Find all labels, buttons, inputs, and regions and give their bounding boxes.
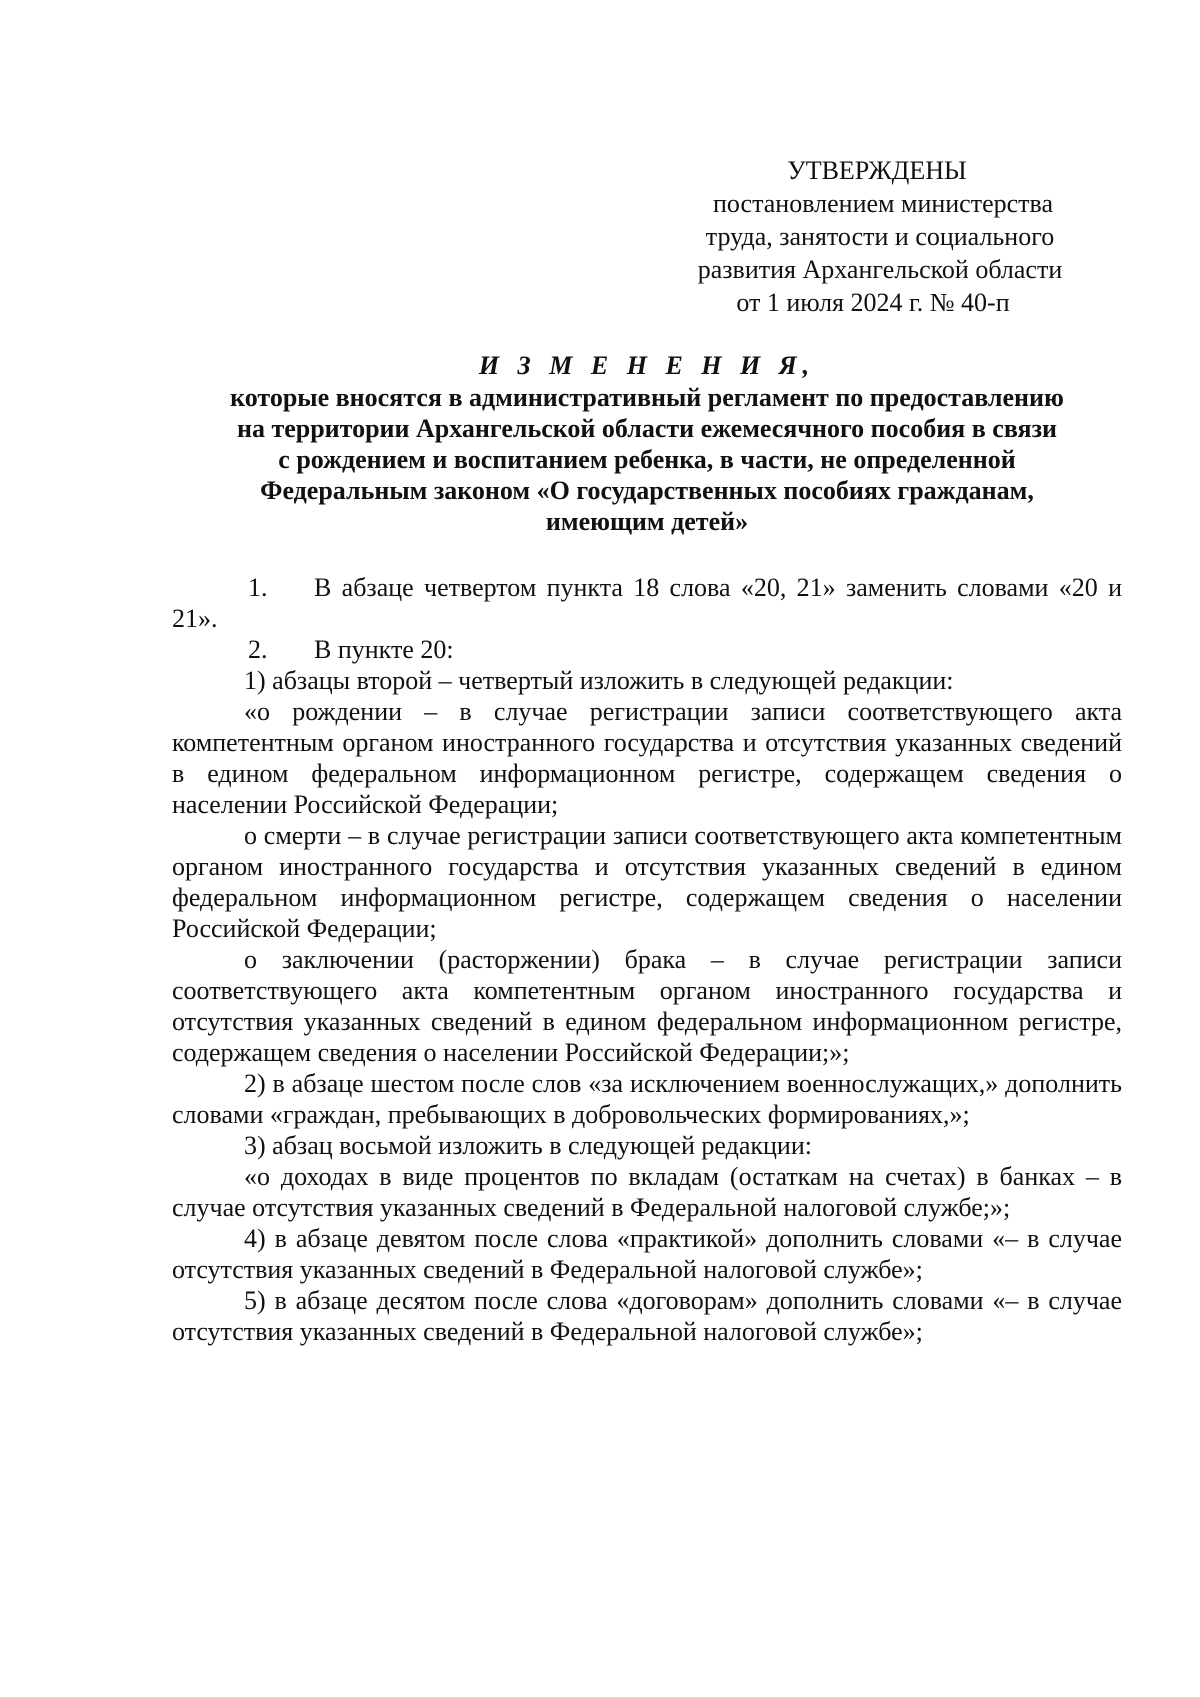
list-item-1: [172, 572, 1122, 634]
subitem-2: 2) в абзаце шестом после слов «за исключением военнослужащих,» дополнить словами «граждан, пребывающих в добровольческих формированиях,»;: [172, 1069, 1122, 1129]
title-line: которые вносятся в административный регламент по предоставлению: [230, 383, 1064, 412]
item-text: В абзаце четвертом пункта 18 слова «20, 21» заменить словами «20 и 21».: [172, 573, 1122, 633]
quote-income: «о доходах в виде процентов по вкладам (остаткам на счетах) в банках – в случае отсутствия указанных сведений в Федеральной налоговой службе;»;: [172, 1162, 1122, 1222]
title-line: с рождением и воспитанием ребенка, в части, не определенной: [278, 445, 1016, 474]
title-line: имеющим детей»: [545, 507, 749, 536]
subitem-5: 5) в абзаце десятом после слова «договорам» дополнить словами «– в случае отсутствия указанных сведений в Федеральной налоговой службе»;: [172, 1286, 1122, 1346]
approval-line: труда, занятости и социального: [705, 222, 1055, 251]
approval-line: УТВЕРЖДЕНЫ: [787, 156, 967, 185]
quote-birth: «о рождении – в случае регистрации записи соответствующего акта компетентным органом иностранного государства и отсутствия указанных сведений в едином федеральном информационном регистре, содержащем сведения о населении Российской Федерации;: [172, 697, 1122, 819]
list-item-2: [172, 634, 1122, 665]
item-text: В пункте 20:: [314, 635, 454, 664]
quote-death: о смерти – в случае регистрации записи соответствующего акта компетентным органом иностранного государства и отсутствия указанных сведений в едином федеральном информационном регистре, содержащем сведения о населении Российской Федерации;: [172, 821, 1122, 943]
title-line: Федеральным законом «О государственных пособиях гражданам,: [260, 476, 1034, 505]
document-title: [172, 350, 1122, 537]
subitem-3: 3) абзац восьмой изложить в следующей редакции:: [244, 1131, 812, 1160]
quote-marriage: о заключении (расторжении) брака – в случае регистрации записи соответствующего акта компетентным органом иностранного государства и отсутствия указанных сведений в едином федеральном информационном регистре, содержащем сведения о населении Российской Федерации;»;: [172, 945, 1122, 1067]
approval-line: развития Архангельской области: [697, 255, 1063, 284]
title-heading: И З М Е Н Е Н И Я,: [478, 351, 816, 380]
subitem-1: 1) абзацы второй – четвертый изложить в следующей редакции:: [244, 666, 954, 695]
approval-stamp-block: [640, 154, 1120, 319]
item-number: 2.: [248, 635, 268, 664]
approval-line: постановлением министерства: [712, 189, 1054, 218]
subitem-4: 4) в абзаце девятом после слова «практикой» дополнить словами «– в случае отсутствия указанных сведений в Федеральной налоговой службе»;: [172, 1224, 1122, 1284]
item-number: 1.: [248, 573, 268, 602]
approval-line: от 1 июля 2024 г. № 40-п: [736, 288, 1010, 317]
title-line: на территории Архангельской области ежемесячного пособия в связи: [236, 414, 1058, 443]
document-body: [172, 572, 1122, 1347]
